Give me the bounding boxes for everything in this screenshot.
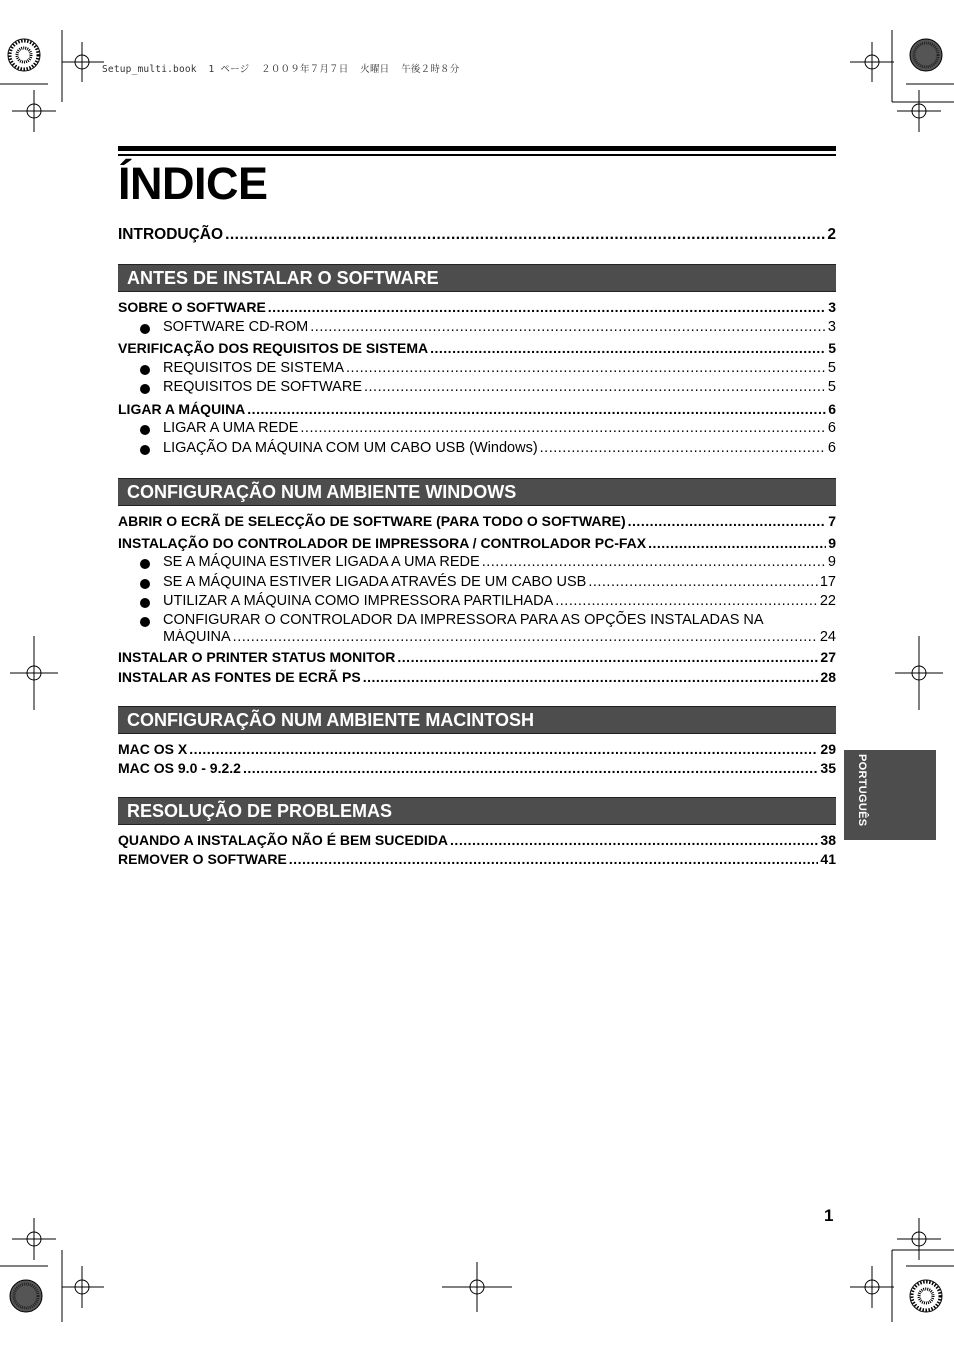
- crosshair-icon: [897, 90, 941, 132]
- toc-entry-label: LIGAR A UMA REDE: [163, 420, 299, 436]
- rosette-icon: [10, 1280, 42, 1312]
- crosshair-icon: [10, 636, 58, 710]
- toc-entry-label: REMOVER O SOFTWARE: [118, 851, 287, 867]
- toc-entry-label: SOBRE O SOFTWARE: [118, 299, 266, 315]
- toc-entry-label: LIGAÇÃO DA MÁQUINA COM UM CABO USB (Windows): [163, 439, 538, 456]
- toc-page-number: 28: [820, 669, 836, 685]
- toc-page-number: 9: [827, 554, 836, 570]
- toc-entry-label: REQUISITOS DE SOFTWARE: [163, 379, 362, 395]
- toc-entry-label-line1: CONFIGURAR O CONTROLADOR DA IMPRESSORA PARA AS OPÇÕES INSTALADAS NA: [163, 611, 764, 628]
- crosshair-icon: [850, 42, 894, 82]
- toc-page-number: 6: [828, 400, 836, 417]
- crosshair-icon: [12, 1218, 56, 1260]
- crosshair-icon: [62, 1266, 104, 1308]
- toc-entry-label: REQUISITOS DE SISTEMA: [163, 359, 345, 376]
- rosette-icon: [910, 1280, 942, 1312]
- section-heading-macintosh: CONFIGURAÇÃO NUM AMBIENTE MACINTOSH: [118, 706, 836, 734]
- toc-entry-label: INSTALAR AS FONTES DE ECRÃ PS: [118, 669, 361, 685]
- toc-entry-label: UTILIZAR A MÁQUINA COMO IMPRESSORA PARTILHADA: [163, 593, 554, 609]
- toc-entry-label: INTRODUÇÃO: [118, 226, 224, 243]
- crosshair-icon: [850, 1266, 894, 1308]
- toc-entry-label: MAC OS 9.0 - 9.2.2: [118, 760, 241, 776]
- toc-page-number: 5: [827, 359, 836, 376]
- page-title: ÍNDICE: [118, 158, 268, 209]
- toc-entry-label: INSTALAÇÃO DO CONTROLADOR DE IMPRESSORA / CONTROLADOR PC-FAX: [118, 534, 647, 551]
- section-heading-resolucao: RESOLUÇÃO DE PROBLEMAS: [118, 797, 836, 825]
- crosshair-icon: [12, 90, 56, 132]
- toc-entry-label: LIGAR A MÁQUINA: [118, 400, 246, 417]
- toc-entry-label: QUANDO A INSTALAÇÃO NÃO É BEM SUCEDIDA: [118, 831, 449, 848]
- crosshair-icon: [897, 1218, 941, 1260]
- toc-page-number: 3: [827, 318, 836, 335]
- toc-page-number: 41: [820, 851, 836, 867]
- toc-page-number: 22: [819, 593, 836, 609]
- page-number: 1: [824, 1206, 834, 1225]
- toc-page-number: 2: [827, 226, 836, 243]
- crosshair-icon: [895, 636, 943, 710]
- toc-page-number: 5: [828, 340, 836, 356]
- toc-entry-label: INSTALAR O PRINTER STATUS MONITOR: [118, 648, 396, 665]
- toc-entry-label: SOFTWARE CD-ROM: [163, 318, 309, 335]
- toc-entry-label-line2: MÁQUINA: [163, 628, 231, 645]
- toc-page-number: 35: [820, 760, 836, 776]
- toc-entry-label: SE A MÁQUINA ESTIVER LIGADA ATRAVÉS DE UM CABO USB: [163, 573, 587, 590]
- toc-page-number: 24: [819, 628, 836, 645]
- toc-page-number: 6: [827, 420, 836, 436]
- section-heading-antes-de-instalar: ANTES DE INSTALAR O SOFTWARE: [118, 264, 836, 292]
- toc-page-number: 6: [827, 439, 836, 456]
- toc-entry-label: SE A MÁQUINA ESTIVER LIGADA A UMA REDE: [163, 554, 480, 570]
- toc-entry-label: VERIFICAÇÃO DOS REQUISITOS DE SISTEMA: [118, 340, 429, 356]
- toc-page-number: 3: [828, 299, 836, 315]
- rosette-icon: [910, 39, 942, 71]
- toc-page-number: 27: [820, 648, 836, 665]
- toc-page-number: 29: [820, 740, 836, 757]
- toc-page-number: 9: [828, 534, 836, 551]
- crosshair-icon: [442, 1262, 512, 1312]
- toc-page-number: 7: [828, 513, 836, 529]
- toc-page-number: 5: [827, 379, 836, 395]
- toc-page-number: 38: [820, 831, 836, 848]
- rosette-icon: [8, 39, 40, 71]
- language-tab-label: PORTUGUÊS: [856, 754, 868, 827]
- toc-page-number: 17: [819, 573, 836, 590]
- toc-entry-label: ABRIR O ECRÃ DE SELECÇÃO DE SOFTWARE (PARA TODO O SOFTWARE): [118, 513, 626, 529]
- section-heading-windows: CONFIGURAÇÃO NUM AMBIENTE WINDOWS: [118, 478, 836, 506]
- crosshair-icon: [62, 42, 104, 82]
- toc-entry-label: MAC OS X: [118, 740, 188, 757]
- print-header-note: Setup_multi.book 1 ページ ２００９年７月７日 火曜日 午後２時８分: [102, 64, 460, 75]
